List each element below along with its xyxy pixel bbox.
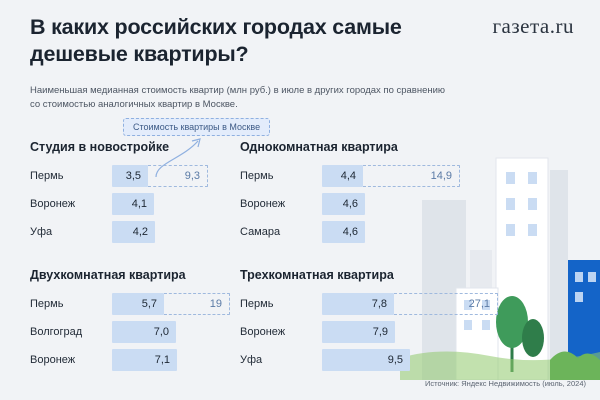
group-one-room — [240, 140, 460, 246]
row-city: Самара — [240, 225, 281, 238]
row-city: Воронеж — [240, 325, 286, 338]
group-three-room — [240, 268, 498, 374]
bar-value: 7,9 — [322, 321, 395, 343]
bar-value: 4,4 — [322, 165, 363, 187]
brand-logo: газета.ru — [492, 14, 574, 38]
bar-moscow-reference: 9,3 — [148, 165, 208, 187]
bar-row — [30, 190, 208, 217]
row-city: Волгоград — [30, 325, 83, 338]
source-note: Источник: Яндекс Недвижимость (июль, 2024) — [425, 379, 586, 388]
bar-value: 4,1 — [112, 193, 154, 215]
bar-value: 4,6 — [322, 221, 365, 243]
group-title: Двухкомнатная квартира — [30, 268, 186, 282]
bar-row — [240, 290, 498, 317]
bar-row — [240, 218, 460, 245]
group-title: Студия в новостройке — [30, 140, 170, 154]
bar-row — [240, 190, 460, 217]
bar-value: 4,2 — [112, 221, 155, 243]
bar-value: 4,6 — [322, 193, 365, 215]
group-title: Однокомнатная квартира — [240, 140, 398, 154]
bar-row — [240, 346, 498, 373]
bar-row — [30, 318, 230, 345]
row-city: Пермь — [240, 297, 274, 310]
group-title: Трехкомнатная квартира — [240, 268, 394, 282]
group-two-room — [30, 268, 230, 374]
legend-pill: Стоимость квартиры в Москве — [123, 118, 270, 136]
bar-value: 3,5 — [112, 165, 148, 187]
bar-row — [30, 218, 208, 245]
row-city: Воронеж — [240, 197, 286, 210]
bar-value: 7,1 — [112, 349, 177, 371]
bar-value: 9,5 — [322, 349, 410, 371]
row-city: Уфа — [240, 353, 263, 366]
bar-value: 5,7 — [112, 293, 164, 315]
row-city: Пермь — [240, 169, 274, 182]
bar-row — [30, 290, 230, 317]
bar-moscow-reference: 27,1 — [394, 293, 498, 315]
bar-row — [30, 162, 208, 189]
page-subtitle: Наименьшая медианная стоимость квартир (млн руб.) в июле в других городах по сравнению со стоимостью аналогичных квартир в Москве. — [30, 85, 446, 110]
group-studio — [30, 140, 208, 246]
page-title: В каких российских городах самые дешевые квартиры? — [30, 15, 402, 66]
row-city: Уфа — [30, 225, 53, 238]
row-city: Воронеж — [30, 353, 76, 366]
bar-moscow-reference: 19 — [164, 293, 230, 315]
bar-value: 7,0 — [112, 321, 176, 343]
row-city: Воронеж — [30, 197, 76, 210]
bar-row — [30, 346, 230, 373]
row-city: Пермь — [30, 297, 64, 310]
bar-value: 7,8 — [322, 293, 394, 315]
bar-row — [240, 162, 460, 189]
row-city: Пермь — [30, 169, 64, 182]
bar-moscow-reference: 14,9 — [363, 165, 460, 187]
bar-row — [240, 318, 498, 345]
